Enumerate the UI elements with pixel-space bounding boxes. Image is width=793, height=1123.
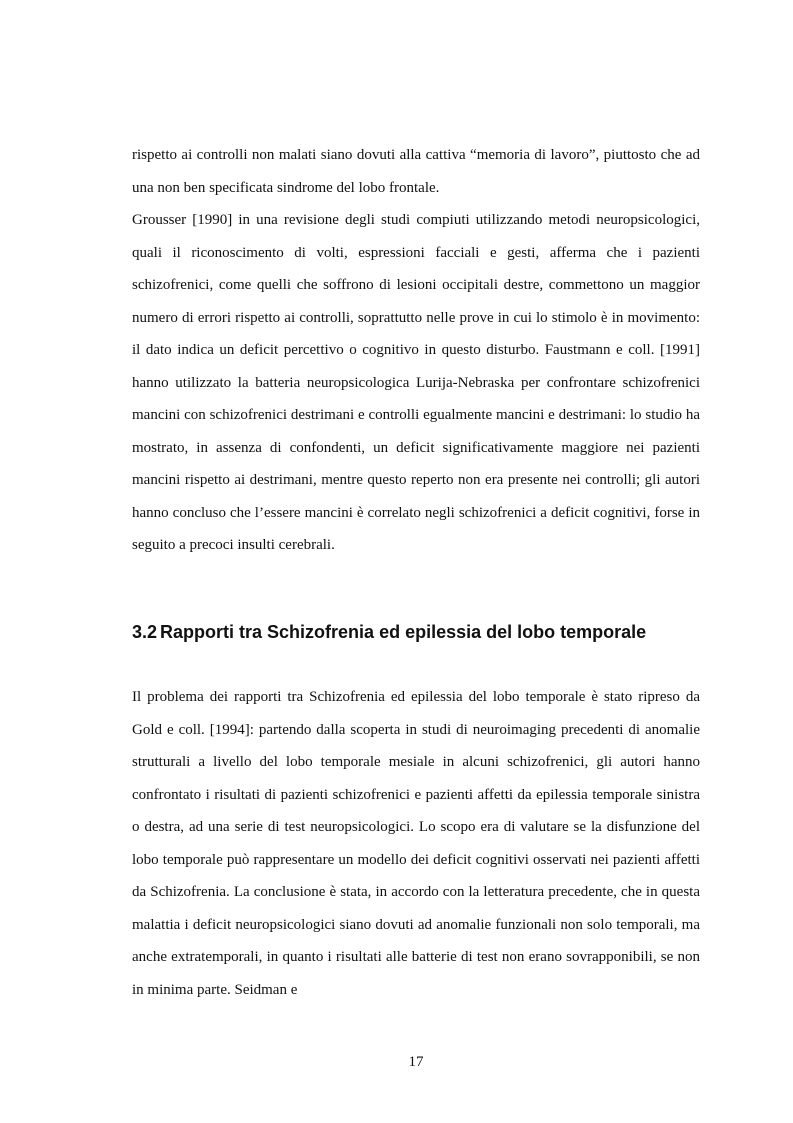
paragraph-gold: Il problema dei rapporti tra Schizofrenia ed epilessia del lobo temporale è stato ripreso da Gold e coll. [1994]: partendo dalla scoperta in studi di neuroimaging precedenti di anomalie strutturali a livello del lobo temporale mesiale in alcuni schizofrenici, gli autori hanno confrontato i risultati di pazienti schizofrenici e pazienti affetti da epilessia temporale sinistra o destra, ad una serie di test neuropsicologici. Lo scopo era di valutare se la disfunzione del lobo temporale può rappresentare un modello dei deficit cognitivi osservati nei pazienti affetti da Schizofrenia. La conclusione è stata, in accordo con la letteratura precedente, che in questa malattia i deficit neuropsicologici siano dovuti ad anomalie funzionali non solo temporali, ma anche extratemporali, in quanto i risultati alle batterie di test non erano sovrapponibili, se non in minima parte. Seidman e xyxy=(132,689,700,998)
section-heading xyxy=(132,618,712,646)
section-title: Rapporti tra Schizofrenia ed epilessia del lobo temporale xyxy=(160,622,647,642)
page-number: 17 xyxy=(408,1054,424,1070)
paragraph-grousser: Grousser [1990] in una revisione degli studi compiuti utilizzando metodi neuropsicologici, quali il riconoscimento di volti, espressioni facciali e gesti, afferma che i pazienti schizofrenici, come quelli che soffrono di lesioni occipitali destre, commettono un maggior numero di errori rispetto ai controlli, soprattutto nelle prove in cui lo stimolo è in movimento: il dato indica un deficit percettivo o cognitivo in questo disturbo. Faustmann e coll. [1991] hanno utilizzato la batteria neuropsicologica Lurija-Nebraska per confrontare schizofrenici mancini con schizofrenici destrimani e controlli egualmente mancini e destrimani: lo studio ha mostrato, in assenza di confondenti, un deficit significativamente maggiore nei pazienti mancini rispetto ai destrimani, mentre questo reperto non era presente nei controlli; gli autori hanno concluso che l’essere mancini è correlato negli schizofrenici a deficit cognitivi, forse in seguito a precoci insulti cerebrali. xyxy=(132,212,700,553)
paragraph-continuation: rispetto ai controlli non malati siano dovuti alla cattiva “memoria di lavoro”, piuttosto che ad una non ben specificata sindrome del lobo frontale. xyxy=(132,147,700,196)
section-number: 3.2 xyxy=(132,622,158,642)
document-page xyxy=(132,0,700,1123)
